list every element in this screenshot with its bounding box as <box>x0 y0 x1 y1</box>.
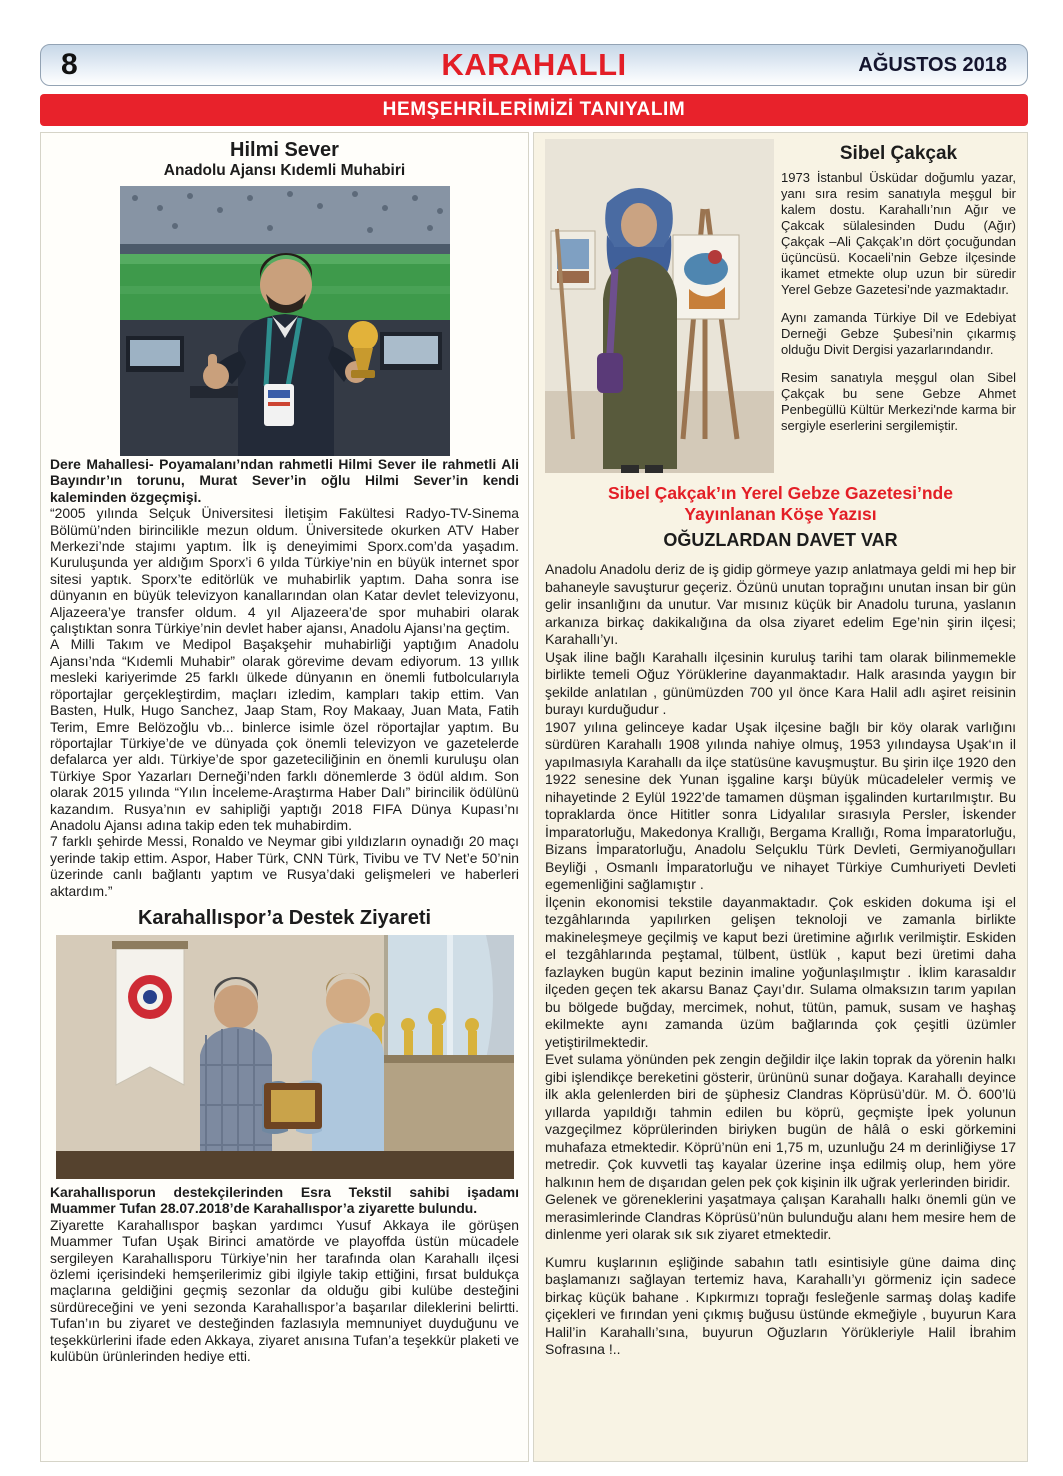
bio-paragraph: Aynı zamanda Türkiye Dil ve Edebiyat Derneği Gebze Şubesi’nin çıkarmış olduğu Divit Dergisi yazarlarındandır. <box>781 310 1016 357</box>
article-title-sibel-cakcak: Sibel Çakçak <box>839 143 958 164</box>
issue-date: AĞUSTOS 2018 <box>858 53 1007 76</box>
sibel-cakcak-illustration <box>545 139 774 473</box>
column-heading-red: Sibel Çakçak’ın Yerel Gebze Gazetesi’nde Yayınlanan Köşe Yazısı <box>608 483 953 524</box>
plaque-presentation-illustration <box>56 935 514 1179</box>
page-number: 8 <box>61 48 78 81</box>
sibel-cakcak-bio <box>781 139 1016 473</box>
hilmi-sever-photo-illustration <box>120 186 450 456</box>
article-paragraph: Ziyarette Karahallıspor başkan yardımcı Yusuf Akkaya ile görüşen Muammer Tufan Uşak Birinci amatörde ve playoffda üstün mücadele sergileyen Karahallısporu Türkiye’nin her tarafında olan Karahallı ilçesi özlemi içerisindeki hemşerilerimiz gibi ilgiyle takip ettiğini, fırsat buldukça maçlarına geldiğini geçmiş sezonlar da olduğu gibi kulübe desteğini sürdüreceğini ve yeni sezonda Karahallıspor’a başarılar dileklerini belirtti. Tufan’ın bu ziyaret ve desteğinden fazlasıyla memnuniyet duyduğunu ve teşekkürlerini ifade eden Akkaya, ziyaret anısına Tufan’a teşekkür plaketi ve kulübün ürünlerinden hediye etti. <box>50 1216 519 1365</box>
hilmi-sever-photo <box>120 186 450 456</box>
column-paragraph: Anadolu Anadolu deriz de iş gidip görmeye yazıp anlatmaya geldi mi hep bir bahaneyle savuşturur geçeriz. Özünü unutan toprağını unutan insan bir gün gelir insanlığını da unutur. Var mısınız küçük bir Anadolu turuna, yaslanın arkanıza birkaç dakikalığına da olsa ziyaret edelim Ege’nin şirin ilçesi; Karahallı’yı. <box>545 561 1016 648</box>
article-paragraph: 7 farklı şehirde Messi, Ronaldo ve Neymar gibi yıldızların oynadığı 20 maçı yerinde takip ettim. Aspor, Haber Türk, CNN Türk, Tivibu ve TV Net’e 50’nin üzerinde canlı bağlantı yaptım ve Rusya’daki gelişmeleri ve haberleri aktardım.” <box>50 833 519 899</box>
newspaper-title: KARAHALLI <box>441 47 627 82</box>
column-paragraph: Kumru kuşlarının eşliğinde sabahın tatlı esintisiyle güne daima dinç başlamanızı sağlayan tertemiz hava, Karahallı’yı görmeniz için sadece birkaç küçük bahane . Kıpkırmızı toprağı fesleğenle sarmaş dolaş kadife çiçekleri ve fırından yeni çıkmış buğusu üstünde ekmeğiyle , buyurun Kara Halil’in Karahallı’sına, buyurun Oğuzların Yörükleriyle Halil İbrahim Sofrasına !.. <box>545 1253 1016 1358</box>
column-paragraph: İlçenin ekonomisi tekstile dayanmaktadır. Çok eskiden dokuma işi el tezgâhlarında yapılırken gelişen teknoloji ve zamanla birlikte makineleşmeye geçilmiş ve kaput bezi üretimine ağırlık verilmiştir. Eskiden el tezgâhlarında peştamal, tülbent, üstlük , kaput bezi üretimi daha fazlayken bugün kaput bezinin imaline yoğunlaşılmıştır . İklim karasaldır ilçeden geçen tek akarsu Banaz Çayı’dır. Sulama olmaksızın tarım yapılan bu bölgede buğday, mercimek, nohut, tütün, pamuk, susam ve haşhaş ekilmekte aynı zamanda üzüm bağlarında çok çeşitli üzümler yetiştirilmektedir. <box>545 893 1016 1050</box>
right-column <box>533 132 1028 1462</box>
bio-paragraph: Resim sanatıyla meşgul olan Sibel Çakçak bu sene Gebze Ahmet Penbegüllü Kültür Merkezi'nde karma bir sergiyle eserlerini sergilemiştir. <box>781 370 1016 433</box>
article-lead: Karahallısporun destekçilerinden Esra Tekstil sahibi işadamı Muammer Tufan 28.07.2018’de Karahallıspor’a ziyarette bulundu. <box>50 1183 519 1217</box>
sibel-cakcak-section <box>545 139 1016 473</box>
column-heading-oguzlardan-davet-var: OĞUZLARDAN DAVET VAR <box>663 530 898 551</box>
column-paragraph: Uşak iline bağlı Karahallı ilçesinin kuruluş tarihi tam olarak bilinmemekle birlikte temeli Oğuz Yörüklerine dayanmaktadır. Halk arasında yaygın bir şekilde anlatılan , günümüzden 700 yıl önce Kara Halil adlı aşiret reisinin burayı kurduğudur . <box>545 648 1016 718</box>
left-column <box>40 132 529 1462</box>
masthead <box>40 44 1028 86</box>
column-paragraph: 1907 yılına gelinceye kadar Uşak ilçesine bağlı bir köy olarak varlığını sürdüren Karahallı 1908 yılında nahiye olmuş, 1953 yılındaysa Uşak‘ın il yapılmasıyla Karahallı da ilçe statüsüne kavuşmuştur. Bu şirin ilçe 1920 den 1922 senesine dek Yunan işgaline karşı büyük mücadeleler vermiş ve nihayetinde 2 Eylül 1922’de tamamen düşman işgalinden kurtarılmıştır. Bu topraklarda önce Hititler sonra Lidyalılar sırasıyla Persler, İskender İmparatorluğu, Makedonya Krallığı, Bergama Krallığı, Roma İmparatorluğu, Bizans İmparatorluğu, Anadolu Selçuklu Türk Devleti, Germiyanoğulları Beyliği , Osmanlı İmparatorluğu ve nihayet Türkiye Cumhuriyeti Devleti egemenliğini sağlamıştır . <box>545 718 1016 893</box>
section-banner-label: HEMŞEHRİLERİMİZİ TANIYALIM <box>382 99 686 120</box>
article-title-hilmi-sever: Hilmi Sever <box>230 139 339 161</box>
column-paragraph: Gelenek ve göreneklerini yaşatmaya çalışan Karahallı halkı önemli gün ve merasimlerinde Clandras Köprüsü’nün bulunduğu alanı hem mesire hem de dinlenme yeri olarak sık sık ziyaret etmektedir. <box>545 1191 1016 1243</box>
sibel-cakcak-photo <box>545 139 774 473</box>
article-paragraph: “2005 yılında Selçuk Üniversitesi İletişim Fakültesi Radyo-TV-Sinema Bölümü’nden birincilikle mezun oldum. Üniversitede okurken ATV Haber Merkezi’nde stajımı yaptım. İlk iş deneyimimi Sporx.com’da yaşadım. Kuruluşunda yer aldığım Sporx’i 6 yılda Türkiye’nin en büyük internet spor sitesi yaptık. Sporx’te editörlük ve muhabirlik yaptım. Daha sonra ise dünyanın en büyük televizyon kanallarından olan Katar devlet televizyonu, Aljazeera’ye transfer oldum. 4 yıl Aljazeera’de spor muhabiri olarak çalıştıktan sonra Türkiye’nin devlet haber ajansı, Anadolu Ajansı’na geçtim. <box>50 505 519 637</box>
article-paragraph: A Milli Takım ve Medipol Başakşehir muhabirliği yaptığım Anadolu Ajansı’nda “Kıdemli Muhabir” olarak görevime devam ediyorum. 13 yıllık mesleki kariyerimde 25 farklı ülkede dünyanın en önemli futbolcularıyla röportajlar gerçekleştirdim, maçları izledim, kampları takip ettim. Van Basten, Hulk, Hugo Sanchez, Jaap Stam, Roy Makaay, Juan Mata, Fatih Terim, Emre Belözoğlu vb... binlerce isimle özel röportajlar yaptım. Bu röportajlar Türkiye’de ve dünyada çok önemli televizyon ve gazetelerde defalarca yer aldı. Türkiye’de spor gazeteciliğinin en önemli kuruluşu olan Türkiye Spor Yazarları Derneği’nden farklı dönemlerde 3 ödül aldım. Son olarak 2015 yılında “Yılın İnceleme-Araştırma Haber Dalı” birincilik ödülünü kazandım. Rusya’nın ev sahipliği yaptığı 2018 FIFA Dünya Kupası’nı Anadolu Ajansı adına takip eden tek muhabirdim. <box>50 636 519 833</box>
article-title-destek-ziyareti: Karahallıspor’a Destek Ziyareti <box>137 906 432 929</box>
column-paragraph: Evet sulama yönünden pek zengin değildir ilçe lakin toprak da yörenin halkı gibi işlendikçe bereketini gösterir, ürününü sunar doğaya. Karahallı deyince ilk akla gelenlerden biri de şüphesiz Clandras Köprüsü’dür. M. Ö. 600’lü yıllarda yapıldığı tahmin edilen bu köprü, geçmişte İpek yolunun vazgeçilmez köprülerinden biriyken bugün de hâlâ o eski görkemini muhafaza etmektedir. Köprü’nün eni 1,75 m, uzunluğu 24 m derinliğiyse 17 metredir. Çok kuvvetli taş kayalar üzerine inşa edilmiş olup, hem yöre halkının hem de dışarıdan gelen pek çok kişinin ilk uğrak yerlerinden biridir. <box>545 1051 1016 1190</box>
article-subtitle-hilmi-sever: Anadolu Ajansı Kıdemli Muhabiri <box>163 162 406 179</box>
bio-paragraph: 1973 İstanbul Üsküdar doğumlu yazar, yanı sıra resim sanatıyla meşgul bir kalem dostu. Karahallı’nın Ağır ve Çakcak sülalesinden Dudu (Ağır) Çakçak –Ali Çakçak’ın dört çocuğundan üçüncüsü. Kocaeli’nin Gebze ilçesinde ikamet etmekte olup uzun bir süredir Yerel Gebze Gazetesi’nde yazmaktadır. <box>781 170 1016 297</box>
plaque-presentation-photo <box>56 935 514 1179</box>
article-lead: Dere Mahallesi- Poyamalanı’ndan rahmetli Hilmi Sever ile rahmetli Ali Bayındır’ın torunu, Murat Sever’in oğlu Hilmi Sever’in kendi kaleminden özgeçmişi. <box>50 456 519 505</box>
section-banner <box>40 94 1028 126</box>
